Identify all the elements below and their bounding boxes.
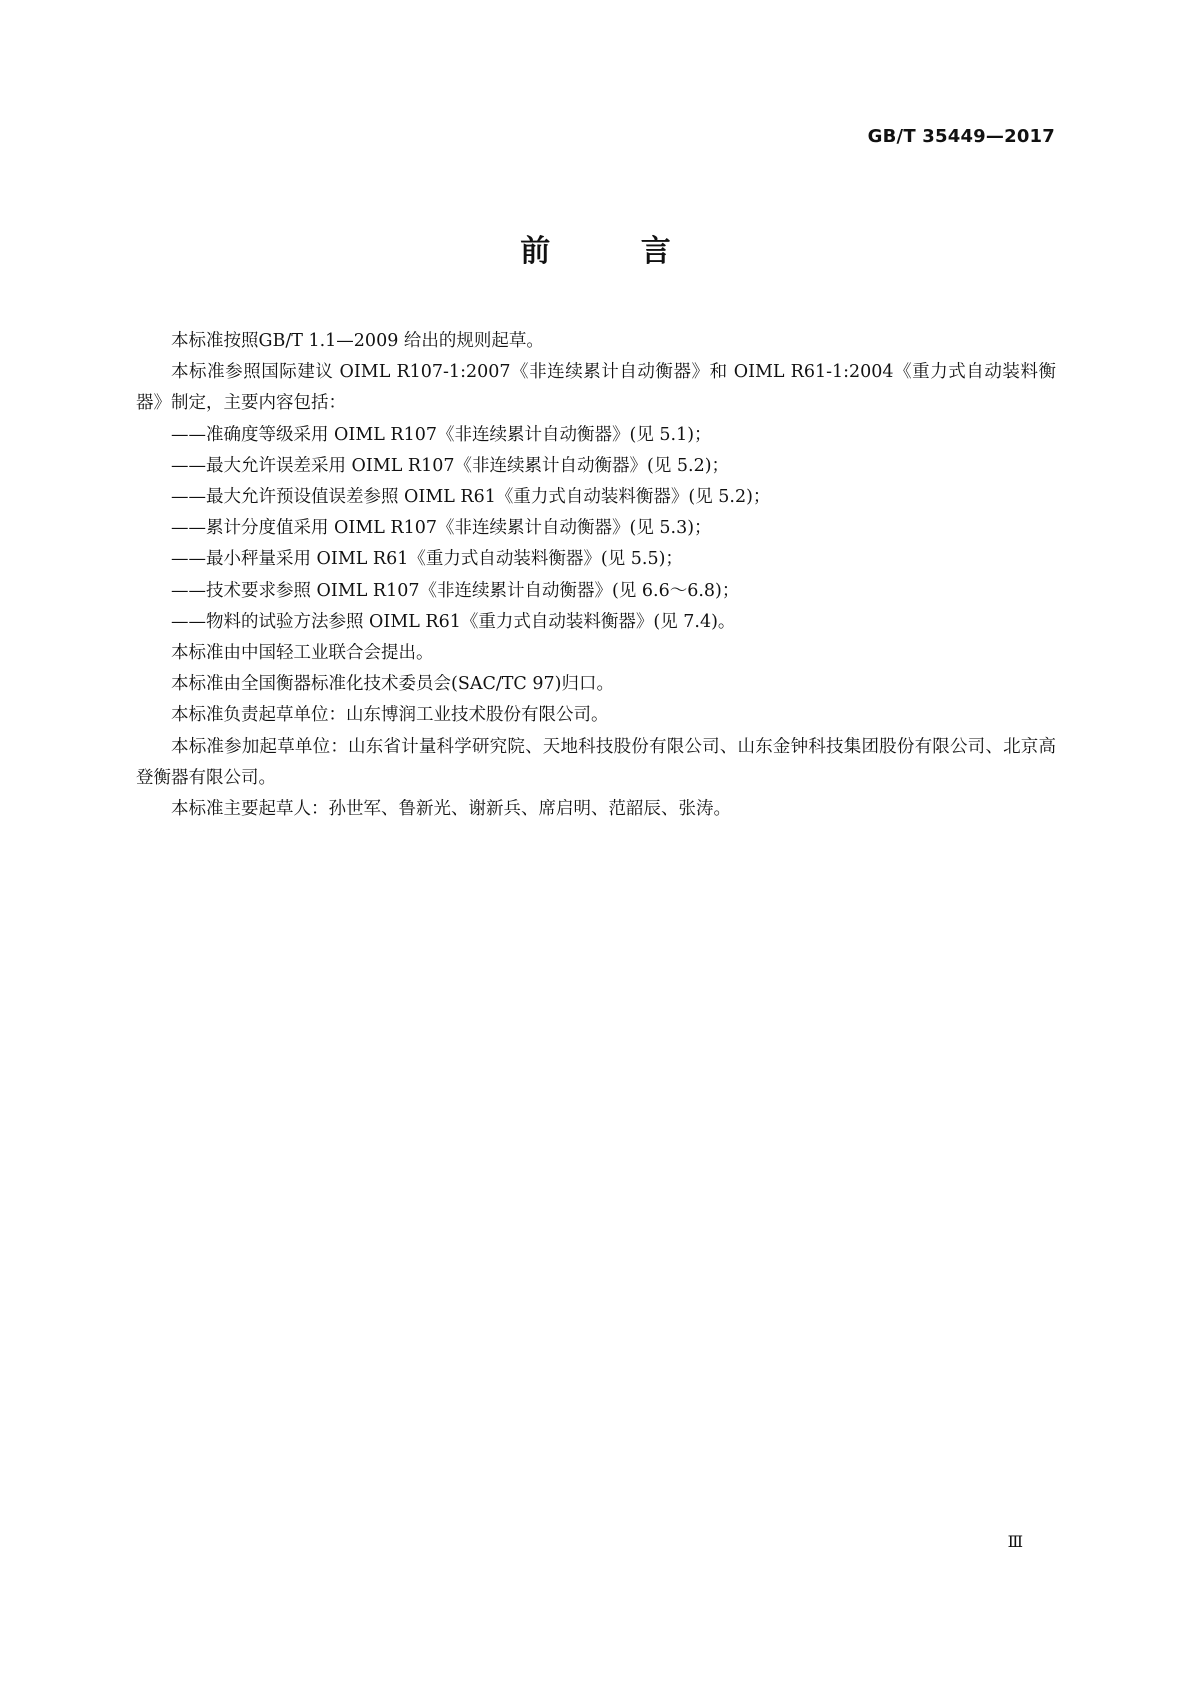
paragraph-main-drafters: 本标准主要起草人：孙世军、鲁新光、谢新兵、席启明、范韶辰、张涛。 — [171, 799, 731, 820]
list-item-technical-requirements: ——技术要求参照 OIML R107《非连续累计自动衡器》(见 6.6～6.8)； — [171, 580, 740, 601]
foreword-body — [136, 326, 1056, 825]
list-item-totalization-division: ——累计分度值采用 OIML R107《非连续累计自动衡器》(见 5.3)； — [171, 518, 712, 539]
page-number: Ⅲ — [1007, 1532, 1023, 1551]
list-item-test-method: ——物料的试验方法参照 OIML R61《重力式自动装料衡器》(见 7.4)。 — [171, 611, 736, 632]
paragraph-references: 本标准参照国际建议 OIML R107-1:2007《非连续累计自动衡器》和 OIML R61-1:2004《重力式自动装料衡器》制定，主要内容包括： — [136, 362, 1056, 414]
list-item-max-permissible-error: ——最大允许误差采用 OIML R107《非连续累计自动衡器》(见 5.2)； — [171, 455, 730, 476]
paragraph-under-jurisdiction: 本标准由全国衡器标准化技术委员会(SAC/TC 97)归口。 — [171, 674, 614, 695]
list-item-preset-value-error: ——最大允许预设值误差参照 OIML R61《重力式自动装料衡器》(见 5.2)； — [171, 487, 771, 508]
list-item-accuracy-class: ——准确度等级采用 OIML R107《非连续累计自动衡器》(见 5.1)； — [171, 424, 712, 445]
standard-code: GB/T 35449—2017 — [867, 126, 1055, 147]
paragraph-proposed-by: 本标准由中国轻工业联合会提出。 — [171, 643, 434, 664]
page-title: 前 言 — [520, 234, 711, 269]
paragraph-participating-drafters: 本标准参加起草单位：山东省计量科学研究院、天地科技股份有限公司、山东金钟科技集团股份有限公司、北京高登衡器有限公司。 — [136, 736, 1056, 788]
paragraph-lead-drafter: 本标准负责起草单位：山东博润工业技术股份有限公司。 — [171, 705, 609, 726]
paragraph-drafting-rules: 本标准按照GB/T 1.1—2009 给出的规则起草。 — [171, 331, 544, 351]
list-item-minimum-capacity: ——最小秤量采用 OIML R61《重力式自动装料衡器》(见 5.5)； — [171, 549, 683, 570]
